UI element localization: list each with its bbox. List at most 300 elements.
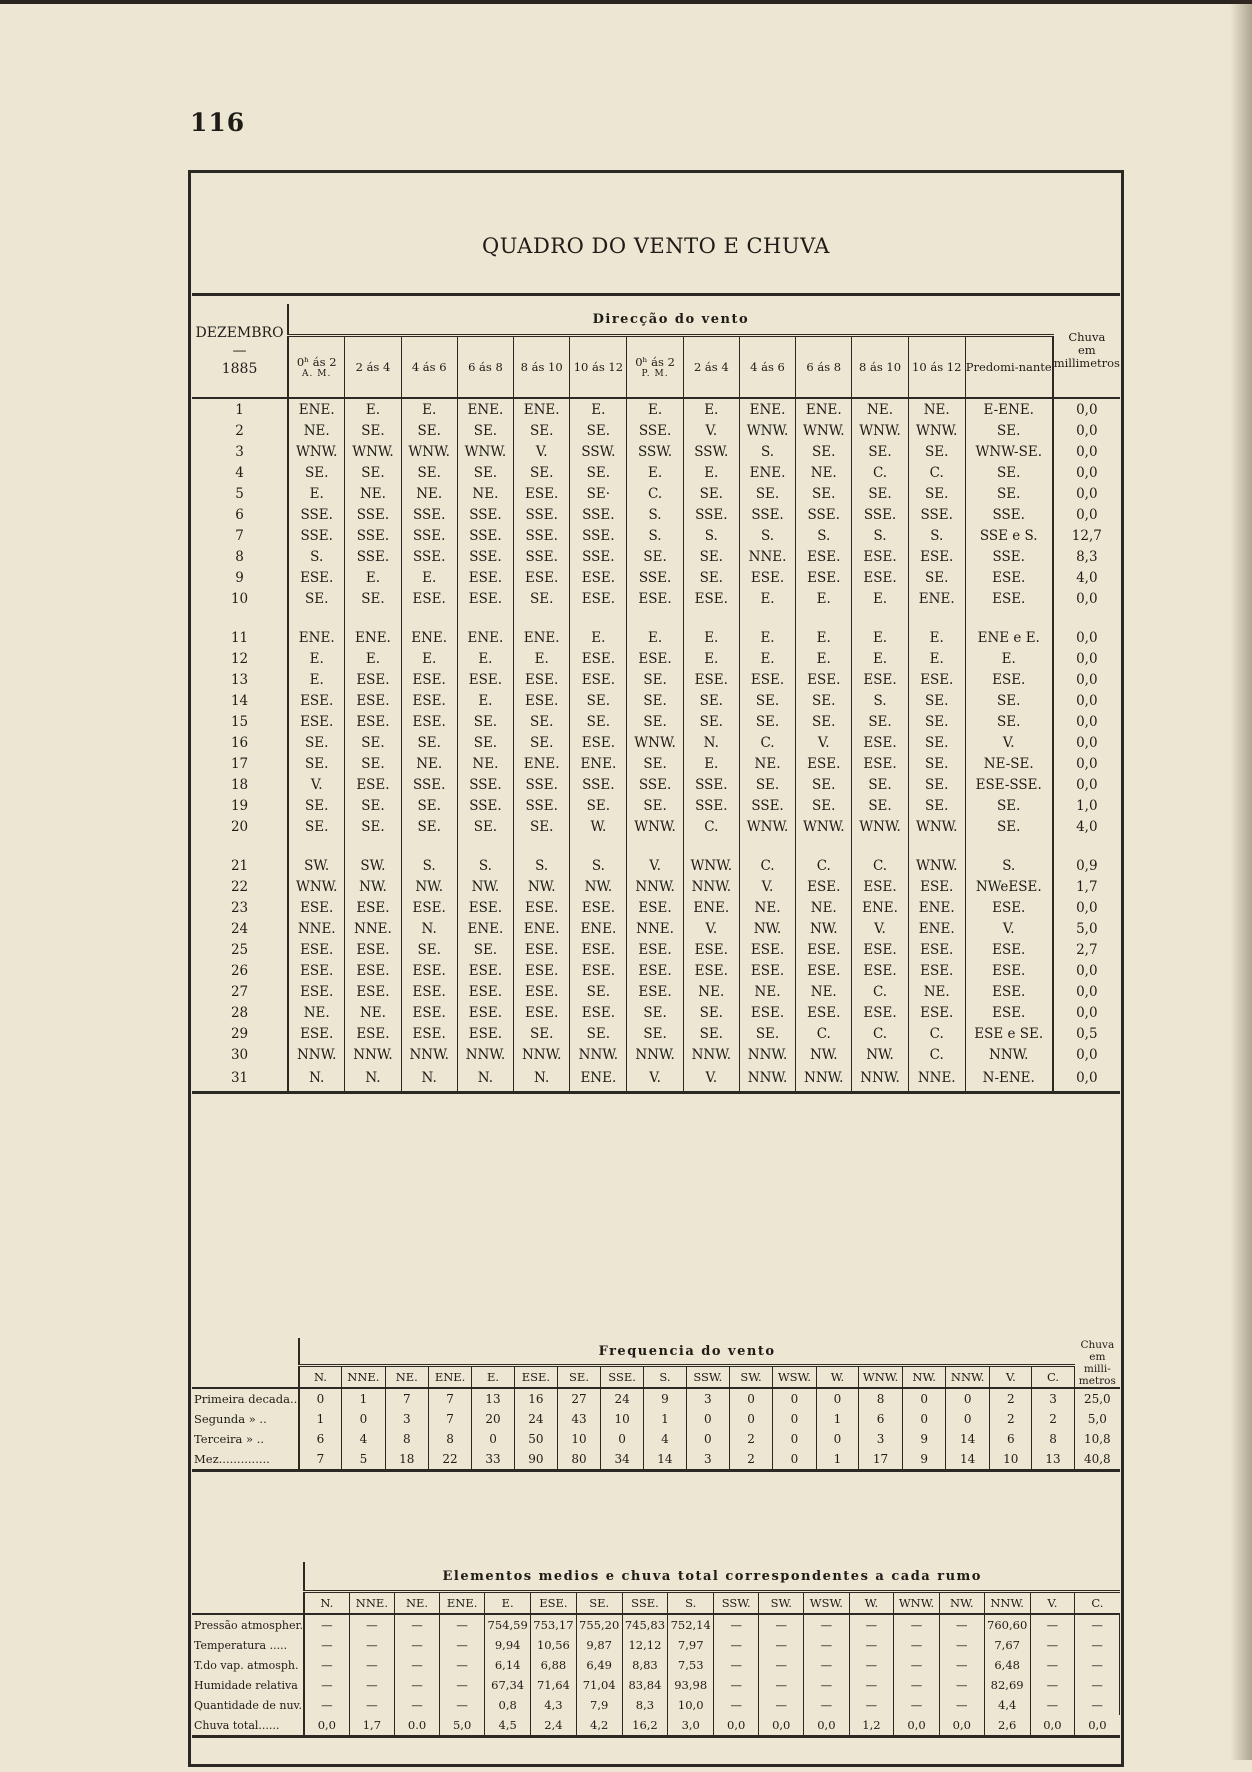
wind-direction-cell: NE.: [345, 483, 401, 504]
day-number: 26: [192, 960, 288, 981]
elements-value-cell: 755,20: [576, 1614, 622, 1635]
wind-direction-cell: ESE.: [570, 897, 627, 918]
wind-direction-cell: SE.: [288, 816, 345, 837]
interval-header-1: [345, 336, 401, 399]
wind-direction-cell: ESE.: [288, 960, 345, 981]
wind-direction-cell: SSE.: [345, 546, 401, 567]
frequency-count-cell: 10: [558, 1429, 601, 1449]
wind-direction-cell: ESE.: [570, 588, 627, 609]
wind-direction-cell: ESE.: [683, 588, 739, 609]
elements-value-cell: 4,2: [576, 1715, 622, 1737]
elements-direction-header-row: [192, 1592, 1120, 1615]
elements-value-cell: —: [849, 1635, 894, 1655]
elements-value-cell: 9,94: [485, 1635, 531, 1655]
elements-direction-header: ENE.: [439, 1592, 484, 1615]
rain-mm-cell: 0,0: [1076, 899, 1098, 916]
frequency-count-cell: 6: [299, 1429, 342, 1449]
frequency-count-cell: 9: [903, 1429, 946, 1449]
interval-label: 4 ás 6: [411, 360, 447, 374]
wind-direction-cell: SSE.: [457, 795, 513, 816]
wind-direction-cell: ENE.: [457, 627, 513, 648]
wind-direction-cell: E.: [796, 648, 852, 669]
elements-direction-header: N.: [304, 1592, 349, 1615]
wind-direction-cell: ENE.: [908, 588, 965, 609]
wind-direction-cell: ENE.: [796, 398, 852, 420]
wind-direction-cell: NE.: [908, 398, 965, 420]
elements-value-cell: —: [439, 1635, 484, 1655]
wind-direction-cell: ESE.: [908, 546, 965, 567]
year-label: 1885: [221, 360, 258, 377]
wind-direction-cell: SSE.: [401, 525, 457, 546]
predominant-wind-cell: SE.: [965, 420, 1052, 441]
wind-direction-cell: S.: [739, 525, 795, 546]
wind-direction-cell: SE.: [627, 669, 683, 690]
day-number: 12: [192, 648, 288, 669]
gap-cell: [965, 609, 1052, 627]
predominant-wind-cell: SSE.: [965, 546, 1052, 567]
frequency-count-cell: 3: [858, 1429, 902, 1449]
wind-frequency-table: [192, 1338, 1120, 1472]
wind-direction-cell: ESE.: [796, 669, 852, 690]
elements-value-cell: 754,59: [485, 1614, 531, 1635]
frequency-count-cell: 0: [730, 1388, 773, 1409]
wind-direction-cell: SE.: [570, 711, 627, 732]
wind-direction-cell: WNW.: [796, 816, 852, 837]
day-number: 15: [192, 711, 288, 732]
elements-direction-header: SE.: [576, 1592, 622, 1615]
wind-direction-cell: E.: [683, 648, 739, 669]
wind-direction-cell: ESE.: [345, 711, 401, 732]
frequency-count-cell: 22: [428, 1449, 472, 1471]
frequency-direction-header: ENE.: [428, 1366, 472, 1389]
wind-direction-cell: SE.: [739, 1023, 795, 1044]
wind-direction-cell: SE.: [401, 939, 457, 960]
wind-direction-cell: NW.: [345, 876, 401, 897]
table-row: [192, 483, 1120, 504]
elements-value-cell: —: [939, 1614, 984, 1635]
frequency-direction-header: W.: [816, 1366, 858, 1389]
wind-direction-cell: NNW.: [288, 1044, 345, 1065]
wind-direction-cell: N.: [401, 918, 457, 939]
wind-direction-cell: NW.: [570, 876, 627, 897]
interval-label: 8 ás 10: [859, 360, 902, 374]
predominant-wind-cell: E-ENE.: [965, 398, 1052, 420]
wind-direction-cell: ESE.: [401, 690, 457, 711]
wind-direction-cell: NNW.: [401, 1044, 457, 1065]
gap-cell: [514, 609, 570, 627]
wind-direction-cell: SE.: [514, 588, 570, 609]
wind-direction-cell: SE.: [627, 795, 683, 816]
interval-label: 10 ás 12: [573, 360, 624, 374]
wind-direction-cell: SE.: [683, 1002, 739, 1023]
frequency-count-cell: 0: [686, 1409, 730, 1429]
wind-direction-cell: SSE.: [683, 504, 739, 525]
frequency-count-cell: 0: [730, 1409, 773, 1429]
frequency-count-cell: 0: [772, 1449, 816, 1471]
elements-value-cell: 0,0: [939, 1715, 984, 1737]
wind-direction-cell: V.: [627, 1065, 683, 1093]
wind-direction-cell: ESE.: [627, 981, 683, 1002]
wind-direction-cell: C.: [852, 1023, 908, 1044]
frequency-row-label: Segunda » ..: [192, 1409, 299, 1429]
elements-row-label: T.do vap. atmosph.: [192, 1655, 304, 1675]
wind-direction-cell: ESE.: [852, 876, 908, 897]
frequency-count-cell: 0: [816, 1388, 858, 1409]
wind-direction-cell: E.: [570, 398, 627, 420]
wind-direction-cell: SSE.: [570, 774, 627, 795]
frequency-count-cell: 18: [385, 1449, 428, 1471]
table-row: [192, 1449, 1120, 1471]
interval-header-5: [570, 336, 627, 399]
wind-direction-cell: SSW.: [627, 441, 683, 462]
wind-direction-cell: E.: [739, 627, 795, 648]
wind-direction-cell: SSW.: [570, 441, 627, 462]
rain-mm-cell: 0,0: [1076, 734, 1098, 751]
wind-direction-cell: SE.: [514, 420, 570, 441]
gap-cell: [627, 837, 683, 855]
wind-direction-cell: C.: [739, 855, 795, 876]
frequency-count-cell: 8: [428, 1429, 472, 1449]
rain-mm-cell: 0,0: [1076, 629, 1098, 646]
wind-direction-cell: SE.: [457, 420, 513, 441]
wind-direction-cell: SE.: [908, 774, 965, 795]
wind-direction-cell: SE.: [457, 711, 513, 732]
table-row: [192, 774, 1120, 795]
wind-direction-cell: E.: [739, 588, 795, 609]
wind-direction-cell: SE.: [908, 795, 965, 816]
wind-direction-cell: NW.: [852, 1044, 908, 1065]
wind-direction-cell: ESE.: [683, 960, 739, 981]
day-number: 20: [192, 816, 288, 837]
elements-value-cell: 752,14: [668, 1614, 714, 1635]
frequency-group-header: Frequencia do vento: [299, 1338, 1074, 1366]
gap-cell: [739, 609, 795, 627]
elements-value-cell: —: [849, 1675, 894, 1695]
elements-value-cell: —: [349, 1635, 394, 1655]
wind-direction-cell: ESE.: [627, 960, 683, 981]
elements-value-cell: 82,69: [984, 1675, 1030, 1695]
wind-direction-cell: ESE.: [514, 939, 570, 960]
wind-direction-cell: SE.: [627, 1002, 683, 1023]
frequency-direction-header: SE.: [558, 1366, 601, 1389]
rain-header-line-2: em: [1077, 343, 1096, 357]
wind-direction-cell: SE.: [401, 420, 457, 441]
wind-direction-cell: E.: [852, 588, 908, 609]
frequency-count-cell: 2: [730, 1429, 773, 1449]
frequency-count-cell: 8: [385, 1429, 428, 1449]
wind-direction-cell: SSE.: [288, 525, 345, 546]
wind-direction-cell: NE.: [345, 1002, 401, 1023]
elements-value-cell: 5,0: [439, 1715, 484, 1737]
wind-direction-cell: NE.: [288, 420, 345, 441]
frequency-count-cell: 0: [903, 1409, 946, 1429]
wind-direction-cell: ENE.: [570, 1065, 627, 1093]
wind-direction-cell: SE.: [683, 690, 739, 711]
predominant-wind-cell: ESE.: [965, 669, 1052, 690]
wind-direction-cell: C.: [908, 1023, 965, 1044]
table-row: [192, 1044, 1120, 1065]
table-row: [192, 1065, 1120, 1093]
table-row: [192, 504, 1120, 525]
elements-direction-header: WSW.: [804, 1592, 849, 1615]
elements-per-direction-table: [192, 1562, 1120, 1738]
frequency-direction-header: WSW.: [772, 1366, 816, 1389]
wind-direction-cell: SSE.: [739, 504, 795, 525]
elements-value-cell: —: [395, 1655, 440, 1675]
elements-value-cell: 8,83: [622, 1655, 668, 1675]
elements-value-cell: —: [714, 1655, 759, 1675]
wind-direction-cell: WNW.: [908, 420, 965, 441]
wind-direction-cell: SE.: [288, 588, 345, 609]
elements-rows: [192, 1614, 1120, 1737]
wind-direction-cell: SE.: [852, 483, 908, 504]
elements-value-cell: —: [395, 1675, 440, 1695]
wind-direction-cell: SE.: [345, 732, 401, 753]
frequency-count-cell: 1: [299, 1409, 342, 1429]
elements-value-cell: 71,64: [531, 1675, 577, 1695]
interval-label: 2 ás 4: [355, 360, 391, 374]
predominant-wind-cell: ESE.: [965, 567, 1052, 588]
wind-direction-cell: ENE.: [514, 918, 570, 939]
wind-direction-cell: ESE.: [457, 981, 513, 1002]
elements-direction-header: WNW.: [894, 1592, 940, 1615]
wind-direction-cell: SSE.: [514, 795, 570, 816]
wind-direction-cell: SE.: [683, 1023, 739, 1044]
wind-direction-cell: WNW.: [852, 420, 908, 441]
elements-direction-header: NNE.: [349, 1592, 394, 1615]
wind-direction-cell: ESE.: [514, 690, 570, 711]
elements-value-cell: 2,6: [984, 1715, 1030, 1737]
wind-direction-cell: C.: [908, 462, 965, 483]
wind-direction-cell: SE.: [288, 462, 345, 483]
elements-value-cell: 0,0: [304, 1715, 349, 1737]
elements-direction-header: SW.: [759, 1592, 804, 1615]
wind-direction-cell: WNW.: [908, 855, 965, 876]
wind-direction-cell: ESE.: [514, 981, 570, 1002]
elements-value-cell: —: [1075, 1655, 1120, 1675]
gap-cell: [401, 837, 457, 855]
frequency-count-cell: 5: [341, 1449, 385, 1471]
wind-direction-cell: ESE.: [796, 1002, 852, 1023]
table-row: [192, 918, 1120, 939]
wind-direction-cell: ESE.: [514, 483, 570, 504]
wind-direction-cell: ESE.: [345, 774, 401, 795]
wind-direction-cell: SE.: [683, 546, 739, 567]
elements-value-cell: 16,2: [622, 1715, 668, 1737]
predominant-wind-cell: SE.: [965, 795, 1052, 816]
wind-direction-cell: V.: [683, 420, 739, 441]
table-row: [192, 960, 1120, 981]
wind-direction-cell: S.: [457, 855, 513, 876]
rain-mm-cell: 0,0: [1076, 650, 1098, 667]
gap-cell: [852, 837, 908, 855]
frequency-direction-header: E.: [472, 1366, 514, 1389]
wind-direction-cell: NNE.: [908, 1065, 965, 1093]
wind-direction-cell: ENE.: [457, 398, 513, 420]
wind-direction-cell: ESE.: [401, 1002, 457, 1023]
elements-value-cell: 83,84: [622, 1675, 668, 1695]
wind-direction-cell: SE.: [345, 420, 401, 441]
elements-direction-header: NE.: [395, 1592, 440, 1615]
elements-value-cell: 0,0: [1075, 1715, 1120, 1737]
wind-direction-cell: SE.: [570, 690, 627, 711]
frequency-direction-header: NE.: [385, 1366, 428, 1389]
wind-direction-cell: SE.: [852, 795, 908, 816]
frequency-count-cell: 3: [385, 1409, 428, 1429]
page-gutter-shadow: [1230, 0, 1252, 1760]
elements-value-cell: —: [894, 1695, 940, 1715]
wind-direction-cell: ESE.: [345, 981, 401, 1002]
wind-direction-cell: C.: [739, 732, 795, 753]
table-row: [192, 627, 1120, 648]
wind-direction-cell: SE.: [683, 711, 739, 732]
wind-direction-cell: ESE.: [908, 876, 965, 897]
frequency-count-cell: 24: [600, 1388, 643, 1409]
table-row: [192, 876, 1120, 897]
wind-direction-cell: E.: [514, 648, 570, 669]
wind-direction-cell: SSE.: [457, 774, 513, 795]
frequency-count-cell: 16: [514, 1388, 558, 1409]
wind-direction-cell: ESE.: [908, 960, 965, 981]
wind-direction-cell: NE.: [401, 483, 457, 504]
frequency-rain-header: [1074, 1338, 1120, 1388]
wind-direction-cell: ESE.: [514, 669, 570, 690]
rain-mm-cell: 0,0: [1076, 506, 1098, 523]
elements-value-cell: —: [1075, 1614, 1120, 1635]
frequency-count-cell: 9: [644, 1388, 686, 1409]
wind-direction-cell: ESE.: [908, 1002, 965, 1023]
elements-value-cell: 10,56: [531, 1635, 577, 1655]
frequency-count-cell: 90: [514, 1449, 558, 1471]
table-row: [192, 897, 1120, 918]
wind-direction-cell: NW.: [514, 876, 570, 897]
interval-sub: A. M.: [302, 369, 332, 379]
wind-direction-cell: N.: [457, 1065, 513, 1093]
predominant-wind-cell: SE.: [965, 690, 1052, 711]
frequency-corner: [192, 1338, 299, 1388]
wind-direction-cell: SSE.: [796, 504, 852, 525]
wind-direction-cell: ESE.: [457, 1023, 513, 1044]
predominant-wind-cell: SE.: [965, 711, 1052, 732]
wind-direction-cell: ESE.: [345, 897, 401, 918]
table-row: [192, 1002, 1120, 1023]
day-number: 8: [192, 546, 288, 567]
elements-value-cell: 6,88: [531, 1655, 577, 1675]
page-number: 116: [190, 108, 246, 137]
wind-direction-cell: ESE.: [796, 876, 852, 897]
wind-direction-cell: ESE.: [570, 567, 627, 588]
page-edge: [0, 0, 1252, 4]
elements-value-cell: —: [759, 1635, 804, 1655]
elements-value-cell: 3,0: [668, 1715, 714, 1737]
interval-header-0: [288, 336, 345, 399]
day-number: 16: [192, 732, 288, 753]
elements-value-cell: —: [439, 1675, 484, 1695]
table-row: [192, 1695, 1120, 1715]
frequency-row-label: Terceira » ..: [192, 1429, 299, 1449]
elements-value-cell: —: [939, 1695, 984, 1715]
wind-direction-cell: NE.: [852, 398, 908, 420]
day-number: 4: [192, 462, 288, 483]
rain-mm-cell: 4,0: [1076, 569, 1098, 586]
wind-direction-cell: V.: [514, 441, 570, 462]
gap-cell: [345, 837, 401, 855]
freq-rain-line-3: milli-: [1083, 1362, 1111, 1375]
frequency-count-cell: 13: [472, 1388, 514, 1409]
wind-direction-cell: E.: [288, 483, 345, 504]
rain-mm-cell: 0,0: [1076, 671, 1098, 688]
wind-direction-cell: ESE.: [627, 939, 683, 960]
frequency-direction-header: N.: [299, 1366, 342, 1389]
table-row: [192, 648, 1120, 669]
wind-direction-cell: SE.: [570, 795, 627, 816]
gap-cell: [192, 837, 288, 855]
elements-value-cell: 4,5: [485, 1715, 531, 1737]
frequency-direction-header: SSE.: [600, 1366, 643, 1389]
wind-direction-cell: SE.: [457, 939, 513, 960]
frequency-count-cell: 14: [946, 1429, 990, 1449]
interval-label: 6 ás 8: [468, 360, 503, 374]
wind-direction-cell: ESE.: [288, 1023, 345, 1044]
wind-direction-cell: C.: [796, 855, 852, 876]
wind-direction-cell: ESE.: [627, 897, 683, 918]
day-number: 1: [192, 398, 288, 420]
month-year-header: [192, 304, 288, 398]
frequency-count-cell: 6: [858, 1409, 902, 1429]
day-number: 7: [192, 525, 288, 546]
frequency-direction-header: SSW.: [686, 1366, 730, 1389]
wind-direction-cell: S.: [683, 525, 739, 546]
frequency-count-cell: 13: [1032, 1449, 1074, 1471]
frequency-count-cell: 14: [946, 1449, 990, 1471]
elements-value-cell: —: [804, 1675, 849, 1695]
gap-cell: [852, 609, 908, 627]
elements-direction-header: E.: [485, 1592, 531, 1615]
wind-direction-cell: S.: [852, 525, 908, 546]
elements-value-cell: 0,0: [804, 1715, 849, 1737]
day-number: 24: [192, 918, 288, 939]
interval-label: 2 ás 4: [693, 360, 729, 374]
rain-mm-cell: 0,0: [1076, 755, 1098, 772]
table-row: [192, 420, 1120, 441]
wind-direction-cell: SSE.: [288, 504, 345, 525]
wind-direction-cell: WNW.: [739, 816, 795, 837]
wind-direction-cell: NNE.: [288, 918, 345, 939]
wind-direction-cell: SE.: [739, 483, 795, 504]
elements-row-label: Pressão atmospher.: [192, 1614, 304, 1635]
wind-direction-cell: SE.: [288, 732, 345, 753]
wind-direction-cell: WNW.: [288, 876, 345, 897]
elements-value-cell: 2,4: [531, 1715, 577, 1737]
wind-direction-cell: ESE.: [514, 567, 570, 588]
wind-direction-cell: NNW.: [627, 876, 683, 897]
gap-cell: [288, 837, 345, 855]
elements-value-cell: —: [714, 1695, 759, 1715]
wind-direction-cell: S.: [796, 525, 852, 546]
wind-direction-cell: SE·: [570, 483, 627, 504]
title-box: [192, 174, 1120, 296]
frequency-rain-cell: 5,0: [1087, 1412, 1107, 1426]
predominant-wind-cell: ENE e E.: [965, 627, 1052, 648]
elements-value-cell: —: [804, 1655, 849, 1675]
day-number: 18: [192, 774, 288, 795]
interval-label: 0ʰ ás 2: [635, 355, 675, 369]
frequency-rain-cell: 25,0: [1083, 1392, 1111, 1406]
table-row: [192, 462, 1120, 483]
interval-header-4: [514, 336, 570, 399]
wind-direction-cell: SE.: [570, 420, 627, 441]
elements-row-label: Chuva total......: [192, 1715, 304, 1737]
